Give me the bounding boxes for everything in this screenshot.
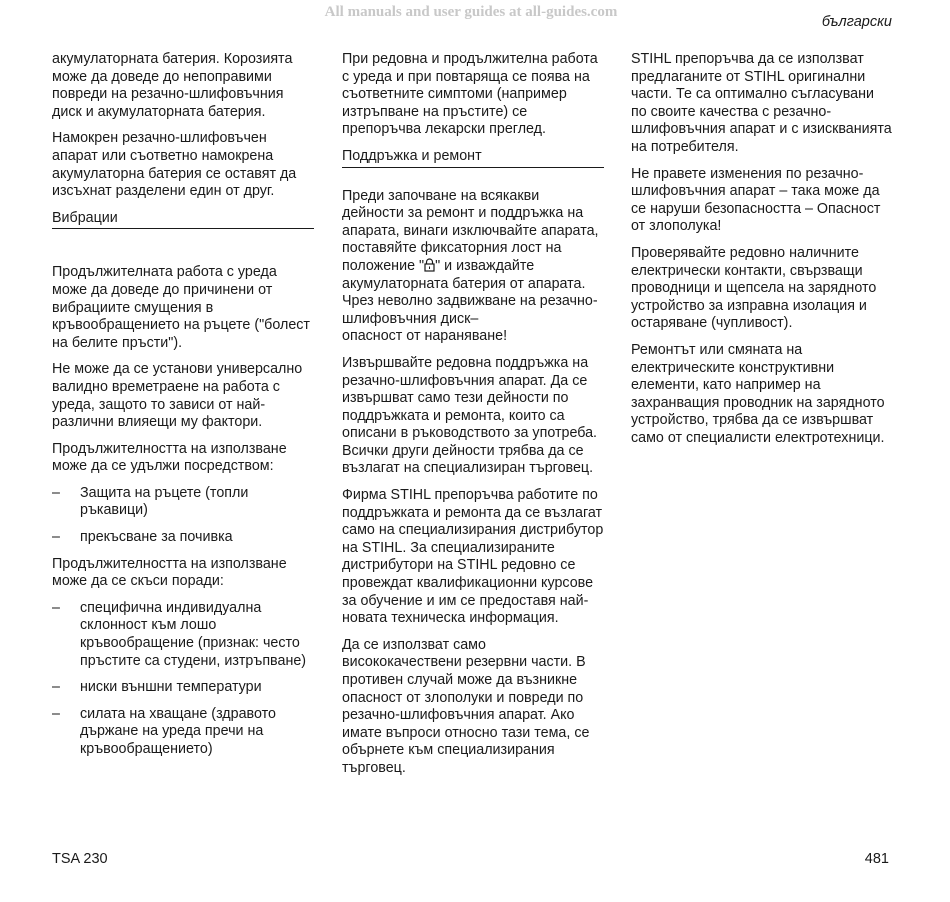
list-item-text: Защита на ръцете (топли ръкавици) bbox=[80, 484, 249, 519]
language-label: български bbox=[821, 14, 892, 30]
paragraph: Продължителността на използване може да се удължи посредством: bbox=[52, 440, 287, 475]
column-1 bbox=[52, 51, 314, 768]
warning-text: опасност от нараняване! bbox=[342, 328, 508, 345]
paragraph-text: Не правете изменения по резачно-шлифовъчния апарат – така може да се наруши безопасността – bbox=[631, 165, 880, 217]
paragraph: Ремонтът или смяната на електрическите конструктивни елементи, като например на захранващия проводник на зарядното устройство, трябва да се извършват само от специалисти електротехници. bbox=[631, 341, 885, 446]
list-item bbox=[52, 600, 314, 670]
warning-text: Опасност от злополука! bbox=[631, 200, 881, 235]
list-dash: – bbox=[52, 705, 60, 722]
section-heading-vibrations: Вибрации bbox=[52, 210, 314, 230]
list-dash: – bbox=[52, 599, 60, 616]
paragraph bbox=[342, 188, 604, 346]
list-dash: – bbox=[52, 484, 60, 501]
list-item-text: силата на хващане (здравото държане на уреда пречи на кръвообращението) bbox=[80, 705, 276, 757]
paragraph: STIHL препоръчва да се използват предлаганите от STIHL оригинални части. Те са оптимално съгласувани по своите качества с резачно-шлифовъчния апарат и с изискванията на потребителя. bbox=[631, 51, 892, 155]
watermark: All manuals and user guides at all-guides.com bbox=[324, 4, 618, 20]
paragraph: Да се използват само висококачествени резервни части. В противен случай може да възникне опасност от злополуки и повреди по резачно-шлифовъчния апарат. Ако имате въпроси относно тази тема, се обърнете към специализирания търговец. bbox=[342, 636, 590, 776]
list-item-text: ниски външни температури bbox=[80, 679, 262, 696]
paragraph: Проверявайте редовно наличните електрически контакти, свързващи проводници и щепсела на зарядното устройство за изправна изолация и остаряване (чупливост). bbox=[631, 244, 877, 332]
list-item-text: специфична индивидуална склонност към лошо кръвообращение (признак: често пръстите са студени, изтръпване) bbox=[80, 599, 307, 669]
list-dash: – bbox=[52, 529, 60, 546]
paragraph: акумулаторната батерия. Корозията може да доведе до непоправими повреди на резачно-шлифовъчния диск и акумулаторната батерия. bbox=[52, 51, 293, 120]
list-item bbox=[52, 706, 314, 759]
paragraph: Продължителната работа с уреда може да доведе до причинени от вибрациите смущения в кръвообращението на ръцете ("болест на белите пръсти"). bbox=[52, 264, 310, 351]
list-item-text: прекъсване за почивка bbox=[80, 529, 233, 546]
paragraph-text: Преди започване на всякакви дейности за ремонт и поддръжка на апарата, винаги изключвайте апарата, поставяйте фиксаторния лост на положение " bbox=[342, 187, 599, 274]
list-item bbox=[52, 679, 314, 697]
list-dash: – bbox=[52, 679, 60, 696]
paragraph: Продължителността на използване може да се скъси поради: bbox=[52, 555, 287, 590]
list-item bbox=[52, 485, 314, 520]
paragraph: Не може да се установи универсално валидно времетраене на работа с уреда, защото то зависи от най-различни влияещи му фактори. bbox=[52, 361, 303, 431]
lock-icon bbox=[424, 258, 435, 272]
paragraph: Извършвайте редовна поддръжка на резачно-шлифовъчния апарат. Да се извършват само тези дейности по поддръжката и ремонта, които са описани в ръководството за употреба. Всички други дейности трябва да се възлагат на специализиран търговец. bbox=[342, 354, 598, 477]
paragraph bbox=[631, 166, 893, 236]
paragraph: Намокрен резачно-шлифовъчен апарат или съответно намокрена акумулаторна батерия се оставят да изсъхнат разделени един от друг. bbox=[52, 130, 297, 200]
page-number: 481 bbox=[864, 851, 889, 867]
list-item bbox=[52, 529, 314, 547]
paragraph-text: " и изваждайте акумулаторната батерия от апарата. Чрез неволно задвижване на резачно-шлифовъчния диск– bbox=[342, 257, 598, 327]
section-heading-maintenance: Поддръжка и ремонт bbox=[342, 148, 604, 168]
model-name: TSA 230 bbox=[52, 851, 108, 867]
column-3 bbox=[631, 51, 893, 456]
column-2 bbox=[342, 51, 604, 787]
paragraph: Фирма STIHL препоръчва работите по поддръжката и ремонта да се възлагат само на специализирания дистрибутор на STIHL. За специализираните дистрибутори на STIHL редовно се провеждат квалификационни курсове за обучение и им се предоставя най-новата техническа информация. bbox=[342, 487, 604, 627]
paragraph: При редовна и продължителна работа с уреда и при повтаряща се поява на съответните симптоми (например изтръпване на пръстите) се препоръчва лекарски преглед. bbox=[342, 51, 598, 138]
